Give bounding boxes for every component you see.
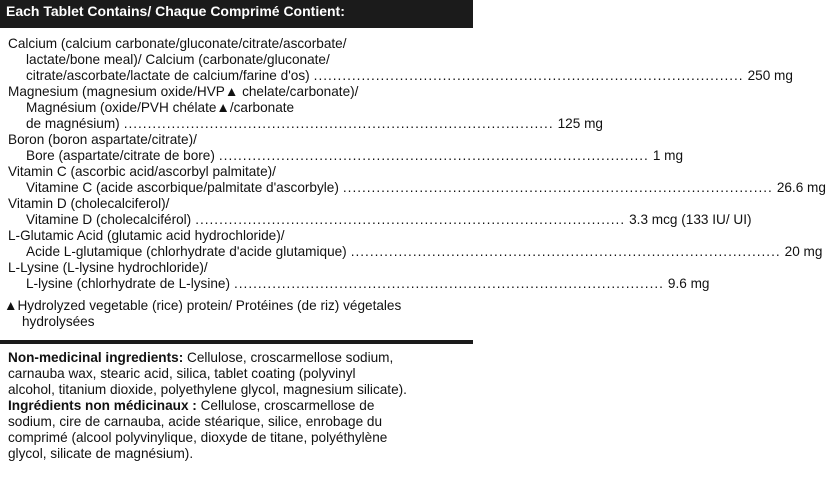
ingredient-line: Bore (aspartate/citrate de bore): [26, 148, 215, 163]
ingredient-line: lactate/bone meal)/ Calcium (carbonate/gluconate/: [26, 52, 330, 67]
ingredient-amount: 1 mg: [652, 148, 684, 163]
ingredient-amount: 3.3 mcg (133 IU/ UI): [629, 212, 752, 227]
ingredient-boron: [8, 132, 684, 164]
non-medicinal-heading-fr: Ingrédients non médicinaux :: [8, 398, 197, 413]
leader-dots: ..........................................................................................: [313, 68, 744, 83]
ingredient-amount: 250 mg: [747, 68, 793, 83]
non-medicinal-heading-en: Non-medicinal ingredients:: [8, 350, 184, 365]
non-medicinal-text-fr: glycol, silicate de magnésium).: [8, 446, 194, 461]
ingredient-line: Acide L-glutamique (chlorhydrate d'acide glutamique): [26, 244, 347, 259]
ingredient-calcium: [8, 36, 793, 84]
non-medicinal-text-fr: Cellulose, croscarmellose de: [196, 398, 375, 413]
ingredient-line: Magnésium (oxide/PVH chélate▲/carbonate: [26, 100, 295, 115]
ingredient-line: Calcium (calcium carbonate/gluconate/citrate/ascorbate/: [8, 36, 347, 51]
leader-dots: ..........................................................................................: [123, 116, 554, 131]
ingredient-line: L-Lysine (L-lysine hydrochloride)/: [8, 260, 208, 275]
ingredient-line: Vitamine D (cholecalciférol): [26, 212, 192, 227]
ingredient-line: Magnesium (magnesium oxide/HVP▲ chelate/carbonate)/: [8, 84, 359, 99]
leader-dots: ..........................................................................................: [234, 276, 664, 291]
ingredient-l-glutamic-acid: [8, 228, 823, 260]
ingredient-line: citrate/ascorbate/lactate de calcium/farine d'os): [26, 68, 310, 83]
leader-dots: ..........................................................................................: [350, 244, 781, 259]
ingredient-line: Boron (boron aspartate/citrate)/: [8, 132, 197, 147]
ingredient-line: de magnésium): [26, 116, 120, 131]
ingredient-line: L-lysine (chlorhydrate de L-lysine): [26, 276, 230, 291]
leader-dots: ..........................................................................................: [195, 212, 626, 227]
footnote: [0, 298, 473, 344]
label-header: Each Tablet Contains/ Chaque Comprimé Contient:: [0, 0, 473, 28]
footnote-line: hydrolysées: [22, 314, 95, 329]
ingredient-list: [4, 36, 826, 292]
leader-dots: ..........................................................................................: [342, 180, 773, 195]
ingredient-line: L-Glutamic Acid (glutamic acid hydrochloride)/: [8, 228, 285, 243]
leader-dots: ..........................................................................................: [218, 148, 649, 163]
ingredient-amount: 26.6 mg: [776, 180, 826, 195]
ingredient-l-lysine: [8, 260, 710, 292]
ingredient-amount: 20 mg: [784, 244, 823, 259]
ingredient-magnesium: [8, 84, 603, 132]
ingredient-line: Vitamin C (ascorbic acid/ascorbyl palmitate)/: [8, 164, 276, 179]
ingredient-amount: 9.6 mg: [667, 276, 710, 291]
ingredient-vitamin-d: [8, 196, 752, 228]
non-medicinal-text-fr: comprimé (alcool polyvinylique, dioxyde de titane, polyéthylène: [8, 430, 388, 445]
non-medicinal-text-en: carnauba wax, stearic acid, silica, tablet coating (polyvinyl: [8, 366, 356, 381]
non-medicinal-text-en: alcohol, titanium dioxide, polyethylene glycol, magnesium silicate).: [8, 382, 407, 397]
non-medicinal-text-fr: sodium, cire de carnauba, acide stéarique, silice, enrobage du: [8, 414, 383, 429]
footnote-line: ▲Hydrolyzed vegetable (rice) protein/ Protéines (de riz) végetales: [4, 298, 402, 313]
non-medicinal-text-en: Cellulose, croscarmellose sodium,: [183, 350, 394, 365]
ingredient-amount: 125 mg: [557, 116, 603, 131]
ingredient-line: Vitamine C (acide ascorbique/palmitate d'ascorbyle): [26, 180, 339, 195]
non-medicinal-ingredients: [4, 350, 469, 462]
ingredient-vitamin-c: [8, 164, 826, 196]
ingredient-line: Vitamin D (cholecalciferol)/: [8, 196, 170, 211]
